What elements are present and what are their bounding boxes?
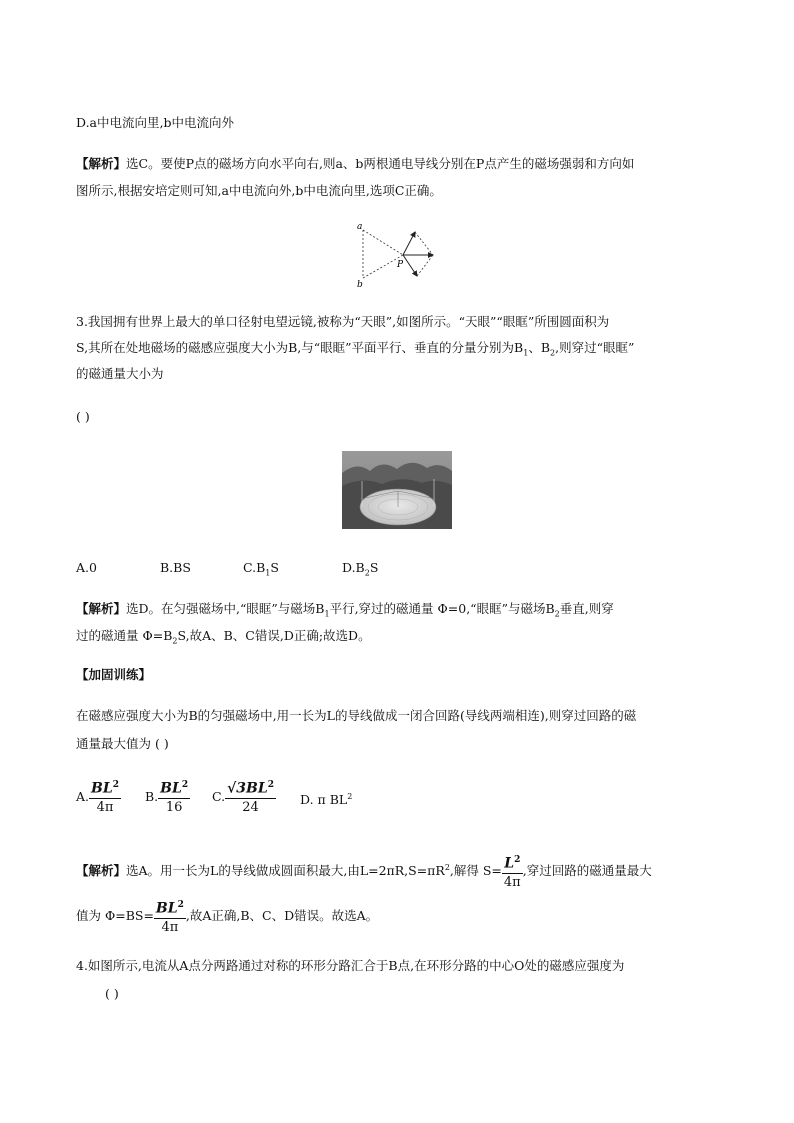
question-3-line-2: S,其所在处地磁场的磁感应强度大小为B,与“眼眶”平面平行、垂直的分量分别为$B_1$、$B_2$,则穿过“眼眶” xyxy=(76,340,635,358)
practice-option-b: B. $\frac{BL^2}{16}$ xyxy=(145,776,190,817)
practice-heading: 【加固训练】 xyxy=(76,667,152,682)
fraction-s: $\frac{L^2}{4\pi}$ xyxy=(502,851,523,892)
label-b: b xyxy=(357,280,363,290)
practice-option-c: C. $\frac{√3BL^2}{24}$ xyxy=(212,776,276,817)
analysis-tag: 【解析】 xyxy=(76,601,127,616)
practice-line-2: 通量最大值为 ( ) xyxy=(76,736,169,751)
analysis-4-line-2: 值为 Φ=BS= $\frac{BL^2}{4\pi}$ ,故A正确,B、C、D错误。故选A。 xyxy=(76,894,726,938)
q3-option-d: $D.B_2S$ xyxy=(342,560,379,578)
analysis-2-line-2: 图所示,根据安培定则可知,a中电流向外,b中电流向里,选项C正确。 xyxy=(76,183,442,198)
label-p: P xyxy=(397,260,404,270)
question-3-paren: ( ) xyxy=(76,409,90,424)
analysis-tag: 【解析】 xyxy=(76,156,127,171)
magnetic-field-diagram xyxy=(355,222,440,290)
fraction-b: $\frac{BL^2}{16}$ xyxy=(158,776,190,817)
practice-line-1: 在磁感应强度大小为B的匀强磁场中,用一长为L的导线做成一闭合回路(导线两端相连),则穿过回路的磁 xyxy=(76,708,637,723)
fraction-phi: $\frac{BL^2}{4\pi}$ xyxy=(154,896,186,937)
option-d-text: D.a中电流向里,b中电流向外 xyxy=(76,115,234,130)
question-4-line-1: 4.如图所示,电流从A点分两路通过对称的环形分路汇合于B点,在环形分路的中心O处的磁感应强度为 xyxy=(76,958,625,973)
q3-option-a: A.0 xyxy=(76,560,97,575)
fraction-c: $\frac{√3BL^2}{24}$ xyxy=(225,776,276,817)
analysis-4-line-1: 【解析】选A。用一长为L的导线做成圆面积最大,由$L=2\pi R,S=\pi R^2$,解得 S= $\frac{L^2}{4\pi}$ ,穿过回路的磁通量最大 xyxy=(76,846,726,893)
q3-option-c: $C.B_1S$ xyxy=(243,560,279,578)
question-3-line-1: 3.我国拥有世界上最大的单口径射电望远镜,被称为“天眼”,如图所示。“天眼”“眼眶”所围圆面积为 xyxy=(76,314,610,329)
question-3-line-3: 的磁通量大小为 xyxy=(76,366,164,381)
practice-option-a: A. $\frac{BL^2}{4\pi}$ xyxy=(76,776,121,817)
analysis-2-line-1: 【解析】选C。要使P点的磁场方向水平向右,则a、b两根通电导线分别在P点产生的磁场强弱和方向如 xyxy=(76,156,635,171)
analysis-tag: 【解析】 xyxy=(76,863,127,879)
practice-option-d: D. π $BL^2$ xyxy=(300,792,353,808)
telescope-photo xyxy=(342,451,452,529)
fraction-a: $\frac{BL^2}{4\pi}$ xyxy=(89,776,121,817)
analysis-3-line-2: 过的磁通量 $\Phi=B_2S$,故A、B、C错误,D正确;故选D。 xyxy=(76,628,371,646)
question-4-paren: ( ) xyxy=(105,986,119,1001)
label-a: a xyxy=(357,222,363,232)
q3-option-b: B.BS xyxy=(160,560,191,575)
analysis-3-line-1: 【解析】选D。在匀强磁场中,“眼眶”与磁场$B_1$平行,穿过的磁通量 Φ=0,“眼眶”与磁场$B_2$垂直,则穿 xyxy=(76,601,614,619)
